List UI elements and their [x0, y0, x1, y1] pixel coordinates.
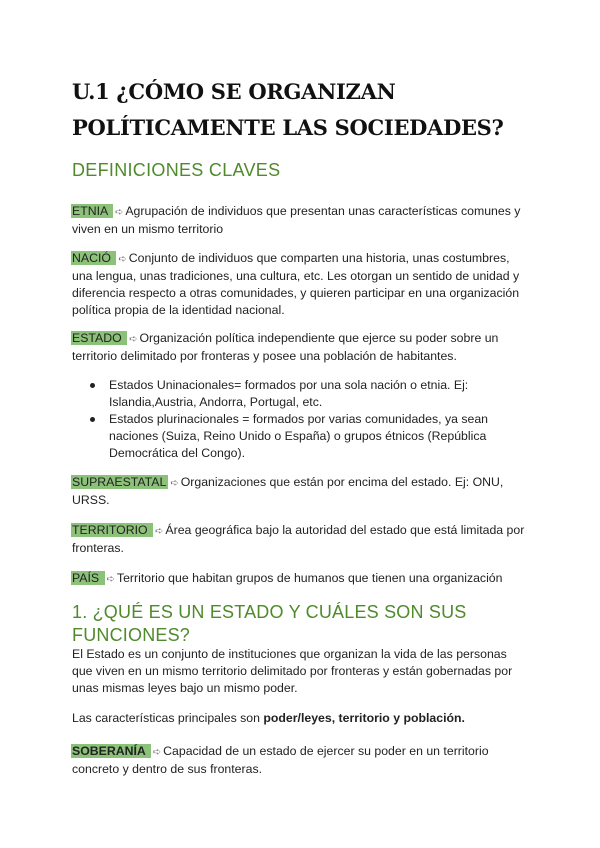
definition-text: Organizaciones que están por encima del estado. Ej: ONU, URSS.	[72, 475, 504, 507]
definition-nacio	[72, 250, 528, 319]
title-line-2: POLÍTICAMENTE LAS SOCIEDADES?	[72, 115, 504, 140]
term-highlight: ETNIA	[72, 204, 111, 218]
arrow-icon: ➪	[152, 747, 162, 758]
arrow-icon: ➪	[114, 207, 124, 218]
characteristics-bold: poder/leyes, territorio y población.	[263, 711, 465, 725]
section-1-heading: 1. ¿QUÉ ES UN ESTADO Y CUÁLES SON SUS FUNCIONES?	[72, 602, 467, 645]
arrow-icon: ➪	[106, 574, 115, 585]
definition-text: Conjunto de individuos que comparten una historia, unas costumbres, una lengua, unas tradiciones, una cultura, etc. Les otorgan un sentido de unidad y diferencia respecto a otras comunidades, y quieren participar en una organización política propia de la identidad nacional.	[72, 251, 520, 317]
list-item: Estados Uninacionales= formados por una sola nación o etnia. Ej: Islandia,Austria, Andorra, Portugal, etc.	[72, 377, 528, 411]
definition-territorio	[72, 522, 528, 557]
list-item: Estados plurinacionales = formados por varias comunidades, ya sean naciones (Suiza, Reino Unido o España) o grupos étnicos (República Democrática del Congo).	[72, 411, 528, 462]
definition-text: Territorio que habitan grupos de humanos que tienen una organización	[116, 571, 503, 585]
definitions-heading: DEFINICIONES CLAVES	[72, 160, 281, 180]
term-highlight: SOBERANÍA	[72, 744, 149, 758]
term-highlight: NACIÓ	[72, 251, 115, 265]
arrow-icon: ➪	[170, 478, 179, 489]
definition-text: Agrupación de individuos que presentan unas características comunes y viven en un mismo territorio	[72, 204, 521, 236]
definition-etnia	[72, 203, 528, 238]
term-highlight: PAÍS	[72, 571, 103, 585]
title-line-1: U.1 ¿CÓMO SE ORGANIZAN	[72, 79, 396, 104]
bullet-icon	[90, 383, 95, 388]
definition-pais	[72, 570, 528, 588]
section-1-intro: El Estado es un conjunto de instituciones que organizan la vida de las personas que viven en un mismo territorio delimitado por fronteras y están gobernadas por unas mismas leyes bajo un mismo poder.	[72, 647, 513, 695]
estado-types-list	[72, 377, 528, 462]
page-title	[72, 74, 542, 146]
term-highlight: TERRITORIO	[72, 523, 152, 537]
definition-text: Capacidad de un estado de ejercer su poder en un territorio concreto y dentro de sus fronteras.	[72, 744, 489, 776]
definition-estado	[72, 330, 528, 365]
definition-supraestatal	[72, 474, 528, 509]
term-highlight: SUPRAESTATAL	[72, 475, 167, 489]
definition-text: Organización política independiente que ejerce su poder sobre un territorio delimitado por fronteras y posee una población de habitantes.	[72, 331, 499, 363]
bullet-icon	[90, 417, 95, 422]
definition-text: Área geográfica bajo la autoridad del estado que está limitada por fronteras.	[72, 523, 525, 555]
definition-soberania	[72, 743, 528, 778]
arrow-icon: ➪	[118, 254, 127, 265]
arrow-icon: ➪	[155, 526, 164, 537]
arrow-icon: ➪	[129, 334, 138, 345]
term-highlight: ESTADO	[72, 331, 126, 345]
characteristics-paragraph: Las características principales son poder/leyes, territorio y población.	[72, 711, 465, 725]
